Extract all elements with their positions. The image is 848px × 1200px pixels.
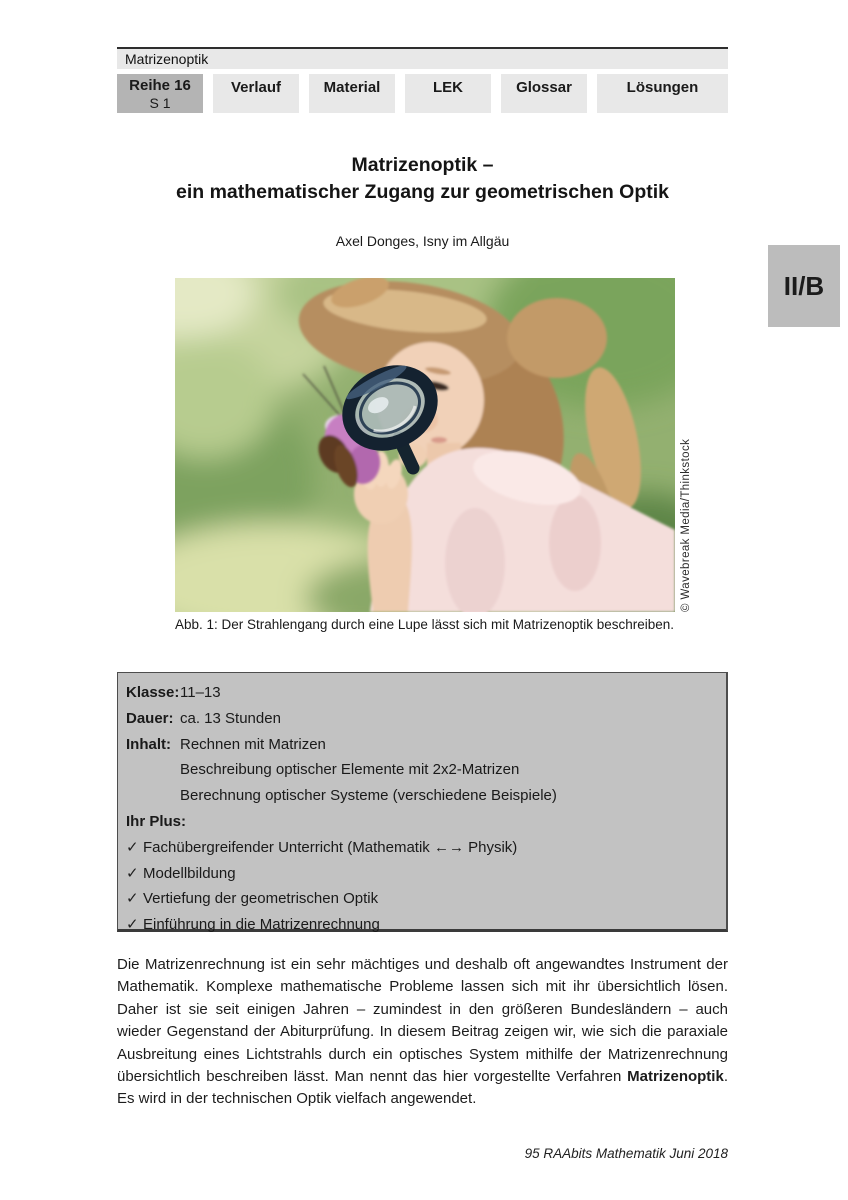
info-row-inhalt-2: Beschreibung optischer Elemente mit 2x2-Matrizen: [180, 761, 520, 779]
check-icon: ✓: [126, 864, 139, 882]
plus-item-1: ✓ Fachübergreifender Unterricht (Mathematik ←→ Physik): [126, 835, 718, 861]
tab-loesungen[interactable]: Lösungen: [597, 74, 728, 113]
info-row-klasse: Klasse: 11–13: [126, 684, 221, 701]
tab-glossar[interactable]: Glossar: [501, 74, 587, 113]
tab-verlauf[interactable]: Verlauf: [213, 74, 299, 113]
check-icon: ✓: [126, 838, 139, 856]
series-header: [117, 47, 728, 69]
page-title-line1: Matrizenoptik –: [351, 154, 494, 176]
tab-reihe[interactable]: [117, 74, 203, 113]
tab-bar: [117, 74, 728, 113]
intro-paragraph: [117, 954, 728, 1111]
tab-reihe-label: Reihe 16: [129, 77, 191, 94]
info-row-inhalt-3: Berechnung optischer Systeme (verschiedene Beispiele): [180, 787, 557, 805]
tab-reihe-sublabel: S 1: [149, 95, 171, 111]
intro-bold-term: Matrizenoptik: [627, 1068, 724, 1086]
lesson-info-box: [117, 672, 728, 932]
plus-heading: Ihr Plus:: [126, 812, 187, 830]
series-label: Matrizenoptik: [125, 51, 209, 67]
check-icon: ✓: [126, 890, 139, 908]
tab-lek[interactable]: LEK: [405, 74, 491, 113]
page-title-line2: ein mathematischer Zugang zur geometrischen Optik: [175, 181, 670, 203]
intro-text-before: Die Matrizenrechnung ist ein sehr mächtiges und deshalb oft angewandtes Instrument der Mathematik. Komplexe mathematische Probleme lassen sich mit ihr übersichtlich lösen. Daher ist sie seit einigen Jahren – zumindest in den größeren Bundesländern – auch wieder Gegenstand der Abiturprüfung. In diesem Beitrag zeigen wir, wie sich die paraxiale Ausbreitung eines Lichtstrahls durch ein optisches System mithilfe der Matrizenrechnung übersichtlich beschreiben lässt. Man nennt das hier vorgestellte Verfahren: [117, 956, 728, 1086]
info-row-inhalt: Inhalt: Rechnen mit Matrizen: [126, 735, 326, 753]
info-row-dauer: Dauer: ca. 13 Stunden: [126, 709, 281, 727]
author-line: Axel Donges, Isny im Allgäu: [335, 233, 510, 249]
plus-item-3: ✓ Vertiefung der geometrischen Optik: [126, 886, 718, 912]
intro-text-after: . Es wird in der technischen Optik vielfach angewendet.: [117, 1068, 728, 1108]
figure-photo-girl-with-magnifier: [175, 278, 675, 612]
page-footer: 95 RAAbits Mathematik Juni 2018: [524, 1146, 728, 1161]
page-title: [117, 152, 728, 206]
figure-caption: Abb. 1: Der Strahlengang durch eine Lupe lässt sich mit Matrizenoptik beschreiben.: [175, 617, 675, 632]
section-badge: II/B: [768, 245, 840, 327]
plus-item-2: ✓ Modellbildung: [126, 861, 718, 887]
photo-credit: © Wavebreak Media/Thinkstock: [680, 438, 692, 612]
girl-magnifier-illustration: [175, 278, 675, 612]
check-icon: ✓: [126, 916, 139, 934]
plus-item-4: ✓ Einführung in die Matrizenrechnung: [126, 912, 718, 938]
tab-material[interactable]: Material: [309, 74, 395, 113]
